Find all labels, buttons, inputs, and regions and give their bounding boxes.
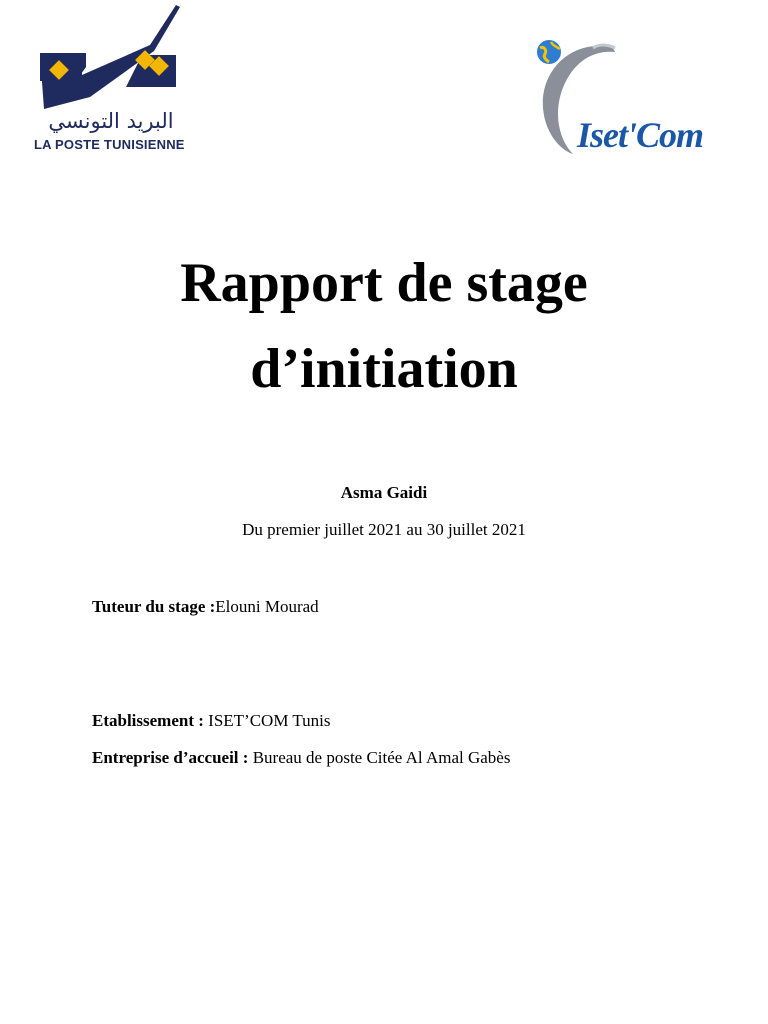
author-name: Asma Gaidi <box>340 483 428 502</box>
tutor-field <box>92 597 319 617</box>
host-company-field <box>92 748 510 768</box>
isetcom-wordmark: Iset'Com <box>577 115 704 155</box>
host-company-value: Bureau de poste Citée Al Amal Gabès <box>248 748 511 767</box>
institution-label: Etablissement : <box>92 711 204 730</box>
host-company-label: Entreprise d’accueil : <box>92 748 249 767</box>
institution-value: ISET’COM Tunis <box>203 711 331 730</box>
isetcom-logo <box>535 38 750 158</box>
globe-icon <box>535 38 563 66</box>
internship-dates: Du premier juillet 2021 au 30 juillet 2021 <box>242 520 526 539</box>
title-line-2: d’initiation <box>250 338 518 400</box>
document-title <box>0 240 768 412</box>
tutor-label: Tuteur du stage : <box>92 597 216 616</box>
la-poste-tunisienne-logo <box>30 5 190 155</box>
tutor-value: Elouni Mourad <box>215 597 319 616</box>
poste-arabic-name: البريد التونسي <box>48 109 174 133</box>
title-line-1: Rapport de stage <box>180 252 588 314</box>
institution-field <box>92 711 331 731</box>
poste-emblem-icon <box>30 5 190 115</box>
poste-latin-name: LA POSTE TUNISIENNE <box>34 137 185 152</box>
